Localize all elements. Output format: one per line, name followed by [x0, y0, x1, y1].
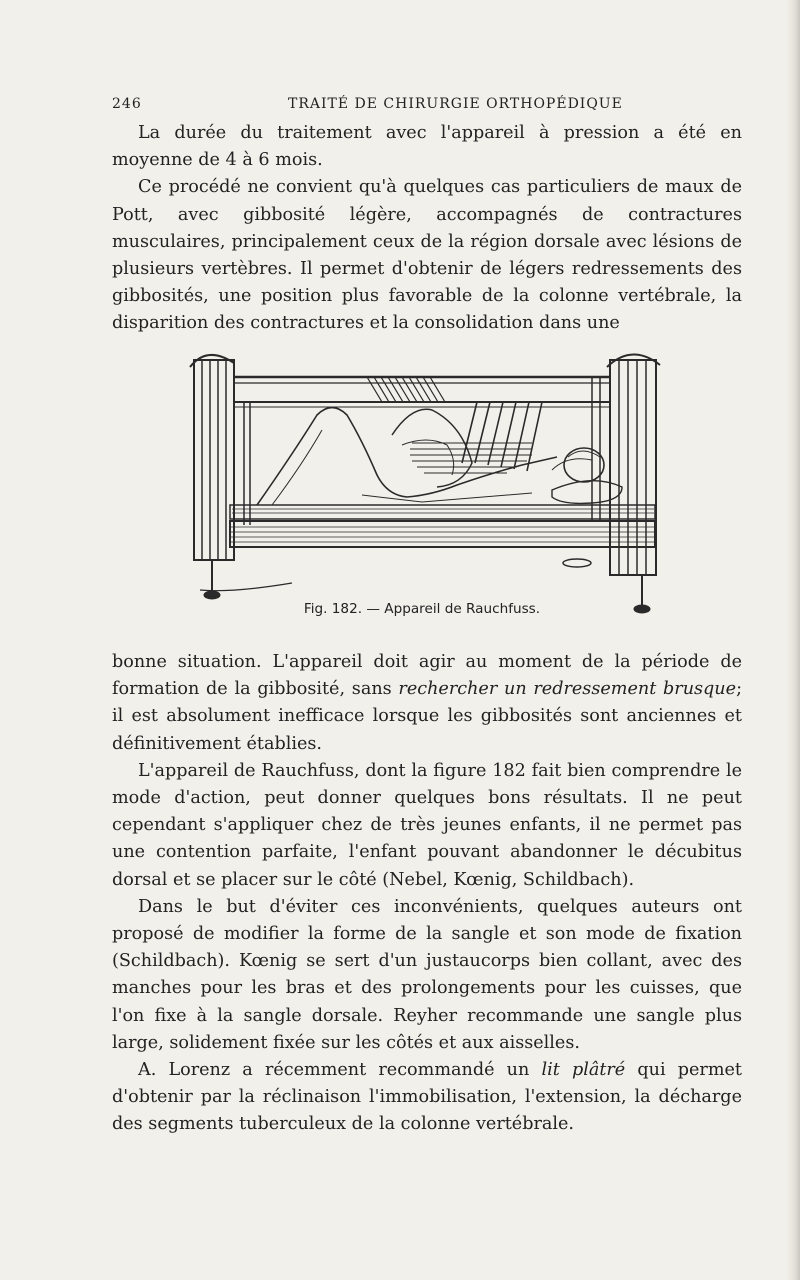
paragraph-rauchfuss: L'appareil de Rauchfuss, dont la figure 182 fait bien comprendre le mode d'action, peut donner quelques bons résultats. Il ne peut cependant s'appliquer chez de très jeunes enfants, il ne permet pas une contention parfaite, l'enfant pouvant abandonner le décubitus dorsal et se placer sur le côté (Nebel, Kœnig, Schildbach).	[112, 760, 742, 890]
right-headboard	[610, 360, 656, 575]
lorenz-emphasis: lit plâtré	[541, 1060, 626, 1081]
bottom-text-block	[112, 649, 742, 1139]
page-number: 246	[112, 96, 142, 112]
figure-caption: Fig. 182. — Appareil de Rauchfuss.	[303, 601, 541, 617]
paragraph-lorenz	[112, 1057, 742, 1139]
paragraph-duration: La durée du traitement avec l'appareil à pression a été en moyenne de 4 à 6 mois.	[112, 123, 742, 171]
child-head	[564, 448, 604, 482]
page-edge-shadow	[786, 0, 800, 1280]
top-text-block	[112, 120, 742, 338]
continued-emphasis: rechercher un redressement brusque	[398, 679, 737, 700]
paragraph-procedure: Ce procédé ne convient qu'à quelques cas particuliers de maux de Pott, avec gibbosité légère, accompagnés de contractures musculaires, principalement ceux de la région dorsale avec lésions de plusieurs vertèbres. Il permet d'obtenir de légers redressements des gibbosités, une position plus favorable de la colonne vertébrale, la disparition des contractures et la consolidation dans une	[112, 177, 742, 334]
paragraph-modifications: Dans le but d'éviter ces inconvénients, quelques auteurs ont proposé de modifier la forme de la sangle et son mode de fixation (Schildbach). Kœnig se sert d'un justaucorps bien collant, avec des manches pour les bras et des prolongements pour les cuisses, que l'on fixe à la sangle dorsale. Reyher recommande une sangle plus large, solidement fixée sur les côtés et aux aisselles.	[112, 896, 742, 1053]
lorenz-text-end: qui permet d'obtenir par la réclinaison l'immobilisation, l'extension, la décharge des segments tuberculeux de la colonne vertébrale.	[112, 1060, 742, 1135]
figure-182-rauchfuss-apparatus	[172, 345, 672, 620]
lorenz-text-start: A. Lorenz a récemment recommandé un	[138, 1060, 542, 1081]
pillow	[552, 481, 622, 504]
running-head	[112, 96, 742, 120]
paragraph-continued	[112, 649, 742, 758]
left-headboard	[194, 360, 234, 560]
running-title: TRAITÉ DE CHIRURGIE ORTHOPÉDIQUE	[288, 96, 623, 112]
continued-text-start: bonne situation. L'appareil doit agir au moment de la période de formation de la gibbosité, sans	[112, 652, 742, 700]
continued-text-end: ; il est absolument inefficace lorsque les gibbosités sont anciennes et définitivement établies.	[112, 679, 742, 754]
